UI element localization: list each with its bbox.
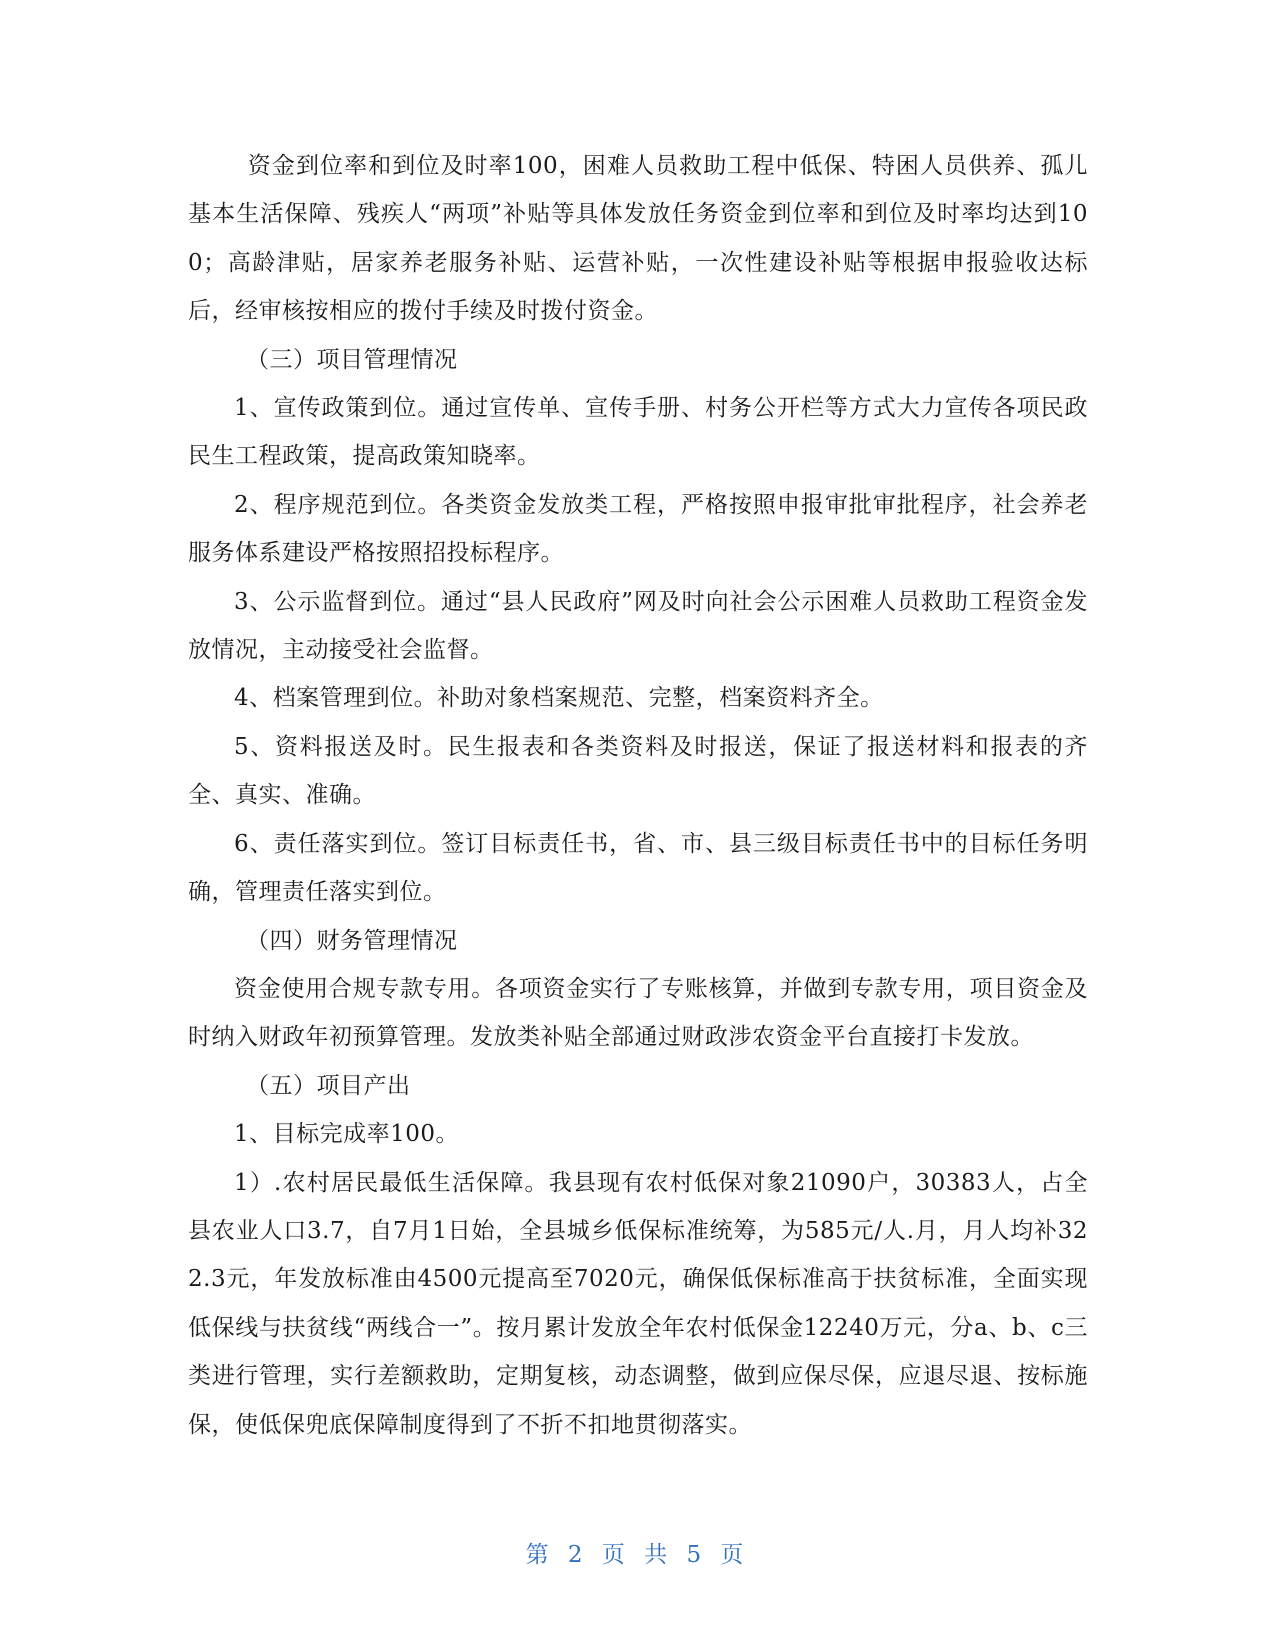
paragraph-funds-compliance: 资金使用合规专款专用。各项资金实行了专账核算，并做到专款专用，项目资金及时纳入财政年初预算管理。发放类补贴全部通过财政涉农资金平台直接打卡发放。: [188, 975, 1088, 1051]
document-body: [188, 142, 1088, 1449]
page-number-footer: 第 2 页 共 5 页: [525, 1542, 750, 1568]
section-heading-project-output: （五）项目产出: [246, 1072, 411, 1099]
paragraph-target-completion: 1、目标完成率100。: [234, 1121, 460, 1148]
paragraph-public-supervision: 3、公示监督到位。通过“县人民政府”网及时向社会公示困难人员救助工程资金发放情况，主动接受社会监督。: [188, 588, 1088, 664]
paragraph-policy-publicity: 1、宣传政策到位。通过宣传单、宣传手册、村务公开栏等方式大力宣传各项民政民生工程政策，提高政策知晓率。: [188, 395, 1088, 470]
paragraph-rural-minimum-living: 1）.农村居民最低生活保障。我县现有农村低保对象21090户，30383人，占全县农业人口3.7，自7月1日始，全县城乡低保标准统筹，为585元/人.月，月人均补322.3元，年发放标准由4500元提高至7020元，确保低保标准高于扶贫标准，全面实现低保线与扶贫线“两线合一”。按月累计发放全年农村低保金12240万元，分a、b、c三类进行管理，实行差额救助，定期复核，动态调整，做到应保尽保，应退尽退、按标施保，使低保兜底保障制度得到了不折不扣地贯彻落实。: [188, 1169, 1088, 1438]
paragraph-responsibility: 6、责任落实到位。签订目标责任书，省、市、县三级目标责任书中的目标任务明确，管理责任落实到位。: [188, 830, 1088, 906]
paragraph-procedure-standard: 2、程序规范到位。各类资金发放类工程，严格按照申报审批审批程序，社会养老服务体系建设严格按照招投标程序。: [188, 491, 1088, 567]
paragraph-data-submission: 5、资料报送及时。民生报表和各类资料及时报送，保证了报送材料和报表的齐全、真实、准确。: [188, 733, 1088, 809]
paragraph-funds-rate: 资金到位率和到位及时率100，困难人员救助工程中低保、特困人员供养、孤儿基本生活保障、残疾人“两项”补贴等具体发放任务资金到位率和到位及时率均达到100；高龄津贴，居家养老服务补贴、运营补贴，一次性建设补贴等根据申报验收达标后，经审核按相应的拨付手续及时拨付资金。: [188, 153, 1088, 325]
paragraph-archive-management: 4、档案管理到位。补助对象档案规范、完整，档案资料齐全。: [234, 685, 884, 712]
section-heading-project-management: （三）项目管理情况: [246, 346, 458, 373]
section-heading-finance-management: （四）财务管理情况: [246, 927, 458, 954]
